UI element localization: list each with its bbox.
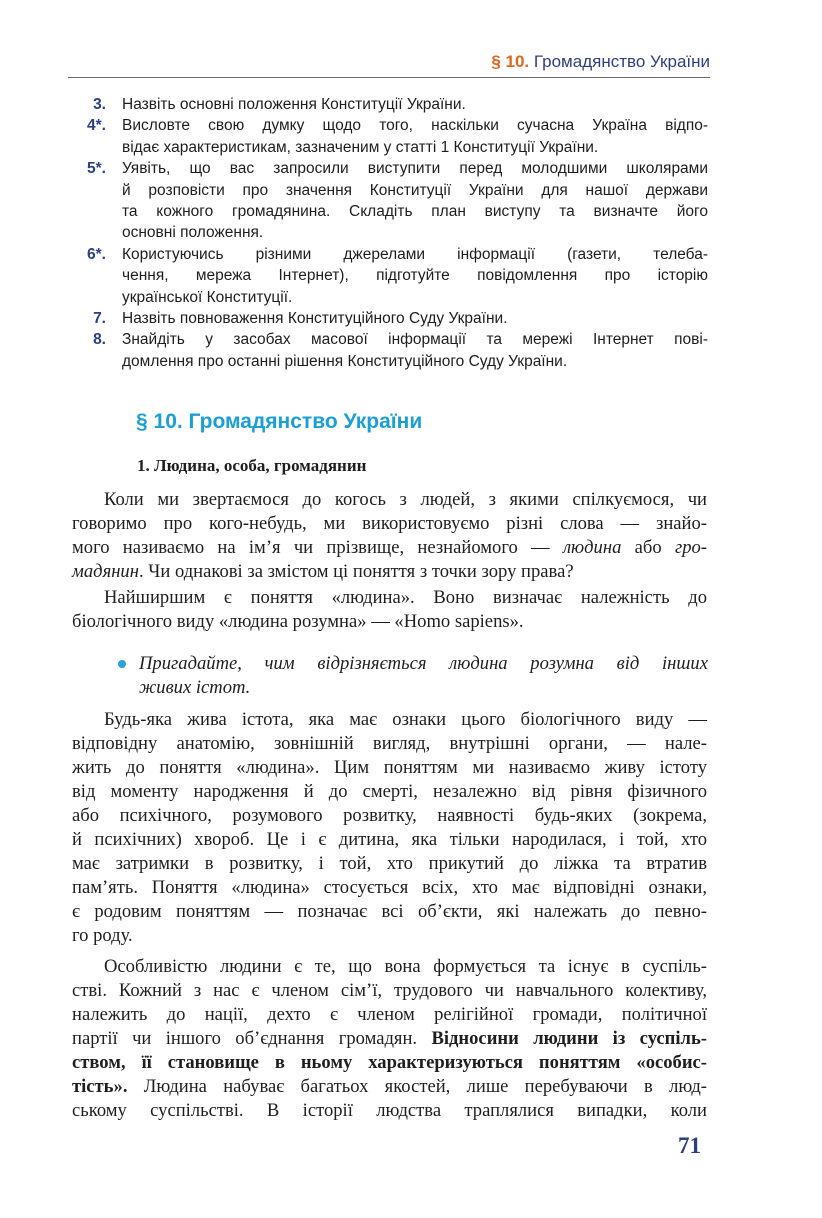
question-item xyxy=(72,329,708,372)
question-line: української Конституції. xyxy=(122,288,293,306)
question-text xyxy=(122,94,708,115)
bold-definition: тість». xyxy=(72,1076,128,1097)
text-line: жить до поняття «людина». Цим поняттям ми називаємо живу істоту xyxy=(72,757,707,778)
question-item xyxy=(72,244,708,308)
question-number: 6*. xyxy=(87,245,106,263)
paragraph xyxy=(72,488,707,584)
text-line: й психічних) хвороб. Це і є дитина, яка тільки народилася, і той, хто xyxy=(72,829,707,850)
question-number: 8. xyxy=(93,331,106,349)
question-text xyxy=(122,329,708,372)
paragraph xyxy=(72,708,707,948)
bullet-dot-icon xyxy=(118,660,126,668)
text-line: ському суспільстві. В історії людства траплялися випадки, коли xyxy=(72,1100,707,1121)
question-line: й розповісти про значення Конституції України для нашої держави xyxy=(122,181,708,199)
question-line: Знайдіть у засобах масової інформації та мережі Інтернет пові- xyxy=(122,331,708,349)
text-line: живих істот. xyxy=(139,677,251,698)
text-line xyxy=(72,1051,707,1075)
text-line: го роду. xyxy=(72,925,133,946)
question-item xyxy=(72,308,708,329)
text-line: біологічного виду «людина розумна» — «Homo sapiens». xyxy=(72,611,524,632)
question-text xyxy=(122,308,708,329)
question-line: чення, мережа Інтернет), підготуйте повідомлення про історію xyxy=(122,267,708,285)
question-text xyxy=(122,115,708,158)
running-header xyxy=(491,52,710,72)
text-line: стві. Кожний з нас є членом сім’ї, трудового чи навчального колективу, xyxy=(72,980,707,1001)
running-header-section-mark: § 10. xyxy=(491,52,530,71)
text-line: пам’ять. Поняття «людина» стосується всіх, хто має відповідні ознаки, xyxy=(72,877,707,898)
text-line: Пригадайте, чим відрізняється людина розумна від інших xyxy=(139,653,708,674)
question-line: Назвіть основні положення Конституції України. xyxy=(122,96,466,113)
text-line xyxy=(72,536,707,560)
question-item xyxy=(72,94,708,115)
emphasis-term: людина xyxy=(562,537,622,558)
text-line xyxy=(72,1027,707,1051)
text-line: Найширшим є поняття «людина». Воно визначає належність до xyxy=(104,587,707,608)
text-line: є родовим поняттям — позначає всі об’єкти, які належать до певно- xyxy=(72,901,707,922)
question-number: 3. xyxy=(93,96,106,113)
question-line: відає характеристикам, зазначеним у статті 1 Конституції України. xyxy=(122,138,599,156)
question-line: Назвіть повноваження Конституційного Суду України. xyxy=(122,310,508,328)
bold-definition: Відносини людини із суспіль- xyxy=(431,1028,708,1049)
question-number: 7. xyxy=(93,310,106,328)
subsection-title: 1. Людина, особа, громадянин xyxy=(137,456,367,475)
text-line: або психічного, розумового розвитку, наявності будь-яких (зокрема, xyxy=(72,805,707,826)
question-line: основні положення. xyxy=(122,224,264,242)
question-number: 5*. xyxy=(87,160,106,178)
text-span: . Чи однакові за змістом ці поняття з точки зору права? xyxy=(138,561,574,582)
text-span: партії чи іншого об’єднання громадян. xyxy=(72,1028,432,1049)
question-number: 4*. xyxy=(87,117,106,135)
text-line: говоримо про кого-небудь, ми використовуємо різні слова — знайо- xyxy=(72,513,707,534)
page-number: 71 xyxy=(678,1133,701,1158)
question-text xyxy=(122,244,708,308)
paragraph xyxy=(72,955,707,1123)
question-item xyxy=(72,115,708,158)
text-line: відповідну анатомію, зовнішній вигляд, внутрішні органи, — нале- xyxy=(72,733,707,754)
question-line: Користуючись різними джерелами інформації (газети, телеба- xyxy=(122,245,708,263)
running-header-title: Громадянство України xyxy=(533,52,710,71)
header-rule xyxy=(68,77,710,78)
paragraph xyxy=(72,586,707,634)
text-line xyxy=(72,1075,707,1099)
text-line: Коли ми звертаємося до когось з людей, з якими спілкуємося, чи xyxy=(104,489,707,510)
text-line xyxy=(72,560,707,584)
bullet-text xyxy=(139,652,708,700)
section-title: § 10. Громадянство України xyxy=(136,410,423,433)
reminder-bullet xyxy=(118,652,708,700)
text-line: належить до нації, дехто є членом релігійної громади, політичної xyxy=(72,1004,707,1025)
question-text xyxy=(122,158,708,244)
emphasis-term: мадянин xyxy=(72,561,139,582)
questions-list xyxy=(72,94,708,372)
text-span: мого називаємо на ім’я чи прізвище, незнайомого — xyxy=(72,537,563,558)
text-line: від моменту народження й до смерті, незалежно від рівня фізичного xyxy=(72,781,707,802)
text-span: Людина набуває багатьох якостей, лише перебуваючи в люд- xyxy=(127,1076,707,1097)
bold-definition: ством, її становище в ньому характеризуються поняттям «особис- xyxy=(72,1052,707,1073)
question-line: Уявіть, що вас запросили виступити перед молодшими школярами xyxy=(122,160,708,178)
text-line: Будь-яка жива істота, яка має ознаки цього біологічного виду — xyxy=(104,709,707,730)
text-line: має затримки в розвитку, і той, хто прикутий до ліжка та втратив xyxy=(72,853,707,874)
question-line: Висловте свою думку щодо того, наскільки сучасна Україна відпо- xyxy=(122,117,708,135)
question-item xyxy=(72,158,708,244)
question-line: домлення про останні рішення Конституційного Суду України. xyxy=(122,352,568,370)
emphasis-term: гро- xyxy=(674,537,707,558)
text-line: Особливістю людини є те, що вона формується та існує в суспіль- xyxy=(104,956,707,977)
text-span: або xyxy=(621,537,675,558)
question-line: та кожного громадянина. Складіть план виступу та визначте його xyxy=(122,203,708,221)
